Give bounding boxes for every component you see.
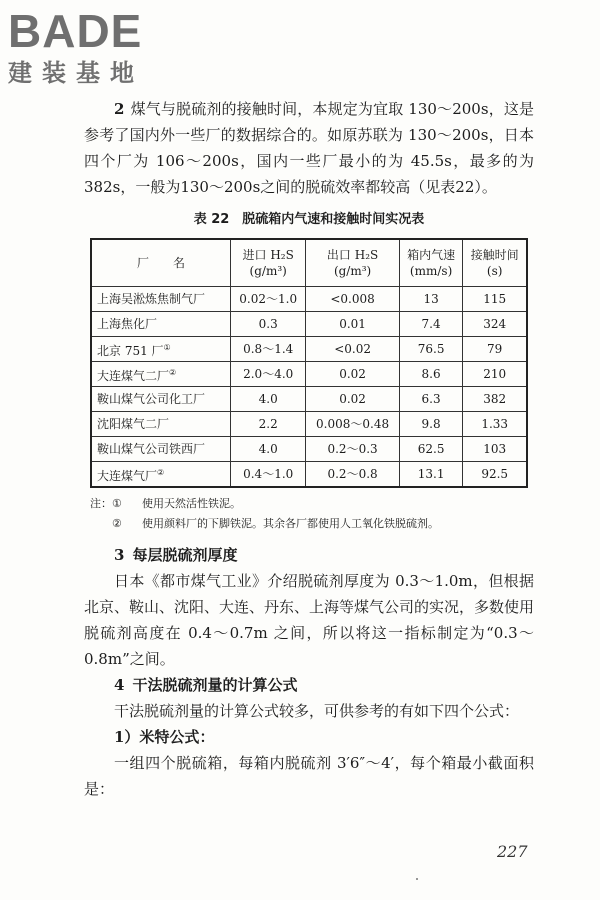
factory-name: 上海吴淞炼焦制气厂 (97, 292, 206, 306)
outlet-cell: <0.008 (306, 287, 400, 312)
outlet-cell: 0.01 (306, 312, 400, 337)
table-body (91, 287, 527, 488)
outlet-cell: 0.2～0.3 (306, 437, 400, 462)
logo-subtitle: 建装基地 (8, 59, 144, 87)
table-notes (90, 494, 534, 534)
factory-name-cell (91, 387, 231, 412)
column-header-label: 箱内气速 (407, 248, 456, 262)
time-cell: 324 (463, 312, 527, 337)
logo-brand: BADE (8, 5, 143, 57)
formula-1-text: 一组四个脱硫箱，每箱内脱硫剂 3′6″～4′，每个箱最小截面积是： (84, 754, 534, 798)
inlet-cell: 2.2 (231, 412, 306, 437)
factory-name-cell (91, 437, 231, 462)
outlet-cell: 0.008～0.48 (306, 412, 400, 437)
note-marker: ① (112, 497, 122, 510)
table-row (91, 287, 527, 312)
footnote-marker: ② (169, 367, 177, 377)
column-header (306, 239, 400, 287)
column-header (399, 239, 463, 287)
inlet-cell: 4.0 (231, 437, 306, 462)
section-3-heading (84, 542, 534, 568)
table-row (91, 412, 527, 437)
gas-velocity-table (90, 238, 528, 488)
section-4-heading (84, 672, 534, 698)
section-3-title: 每层脱硫剂厚度 (132, 546, 238, 564)
speed-cell: 76.5 (399, 337, 463, 362)
speed-cell: 6.3 (399, 387, 463, 412)
outlet-cell: 0.02 (306, 362, 400, 387)
note-text: 使用颜料厂的下脚铁泥。其余各厂都使用人工氧化铁脱硫剂。 (142, 517, 439, 530)
note-marker: ② (112, 517, 122, 530)
footnote-marker: ① (163, 342, 171, 352)
table-note (90, 514, 534, 534)
column-header-label: 进口 H₂S (242, 248, 294, 262)
speed-cell: 13 (399, 287, 463, 312)
time-cell: 92.5 (463, 462, 527, 488)
column-header-label: 接触时间 (470, 248, 519, 262)
note-lead: 注： (90, 497, 112, 510)
outlet-cell: 0.2～0.8 (306, 462, 400, 488)
time-cell: 1.33 (463, 412, 527, 437)
time-cell: 115 (463, 287, 527, 312)
brand-logo (8, 6, 144, 88)
column-header-label: 厂 名 (137, 256, 186, 270)
paragraph-contact-time (84, 96, 534, 200)
column-header-unit: (mm/s) (409, 264, 453, 278)
factory-name: 北京 751 厂 (97, 343, 164, 358)
table-row (91, 312, 527, 337)
table-row (91, 437, 527, 462)
factory-name-cell (91, 462, 231, 488)
inlet-cell: 0.4～1.0 (231, 462, 306, 488)
page-content (84, 96, 534, 802)
footnote-marker: ② (157, 467, 165, 477)
table-header-row (91, 239, 527, 287)
section-4-text: 干法脱硫剂量的计算公式较多，可供参考的有如下四个公式： (114, 702, 520, 720)
column-header-unit: (g/m³) (333, 264, 372, 278)
factory-name-cell (91, 287, 231, 312)
inlet-cell: 0.8～1.4 (231, 337, 306, 362)
decorative-dot (416, 878, 418, 880)
inlet-cell: 0.3 (231, 312, 306, 337)
paragraph-text: 煤气与脱硫剂的接触时间，本规定为宜取 130～200s，这是参考了国内外一些厂的数据综合的。如原苏联为 130～200s，日本四个厂为 106～200s，国内一些厂最小的为 45.5s，最多的为382s，一般为130～200s之间的脱硫效率都较高（见表22）。 (84, 100, 534, 196)
time-cell: 210 (463, 362, 527, 387)
factory-name: 鞍山煤气公司铁西厂 (97, 442, 206, 456)
speed-cell: 9.8 (399, 412, 463, 437)
time-cell: 382 (463, 387, 527, 412)
factory-name-cell (91, 412, 231, 437)
table-row (91, 462, 527, 488)
speed-cell: 13.1 (399, 462, 463, 488)
column-header-unit: (s) (486, 264, 503, 278)
factory-name: 上海焦化厂 (97, 317, 158, 331)
outlet-cell: 0.02 (306, 387, 400, 412)
table-caption: 表 22 脱硫箱内气速和接触时间实况表 (193, 212, 425, 227)
section-4-title: 干法脱硫剂量的计算公式 (132, 676, 298, 694)
factory-name-cell (91, 312, 231, 337)
factory-name-cell (91, 362, 231, 387)
note-lead (90, 514, 112, 534)
paragraph-number: 2 (114, 100, 125, 118)
column-header-label: 出口 H₂S (326, 248, 379, 262)
factory-name: 鞍山煤气公司化工厂 (97, 392, 206, 406)
section-4-number: 4 (114, 676, 125, 694)
factory-name-cell (91, 337, 231, 362)
table-row (91, 337, 527, 362)
section-3-text: 日本《都市煤气工业》介绍脱硫剂厚度为 0.3～1.0m，但根据北京、鞍山、沈阳、大连、丹东、上海等煤气公司的实况，多数使用脱硫剂高度在 0.4～0.7m 之间，所以将这一指标制定为“0.3～0.8m”之间。 (84, 572, 535, 668)
column-header (231, 239, 306, 287)
speed-cell: 62.5 (399, 437, 463, 462)
table-note (90, 494, 534, 514)
formula-1-label: 1）米特公式： (114, 728, 215, 746)
inlet-cell: 4.0 (231, 387, 306, 412)
table-row (91, 362, 527, 387)
factory-name: 沈阳煤气二厂 (97, 417, 170, 431)
section-3-number: 3 (114, 546, 125, 564)
page-number: 227 (497, 842, 528, 861)
time-cell: 79 (463, 337, 527, 362)
table-row (91, 387, 527, 412)
factory-name: 大连煤气二厂 (97, 368, 170, 383)
time-cell: 103 (463, 437, 527, 462)
note-text: 使用天然活性铁泥。 (142, 497, 241, 510)
inlet-cell: 2.0～4.0 (231, 362, 306, 387)
speed-cell: 7.4 (399, 312, 463, 337)
inlet-cell: 0.02～1.0 (231, 287, 306, 312)
speed-cell: 8.6 (399, 362, 463, 387)
column-header-unit: (g/m³) (249, 264, 287, 278)
column-header (463, 239, 527, 287)
factory-name: 大连煤气厂 (97, 468, 158, 483)
column-header (91, 239, 231, 287)
outlet-cell: <0.02 (306, 337, 400, 362)
